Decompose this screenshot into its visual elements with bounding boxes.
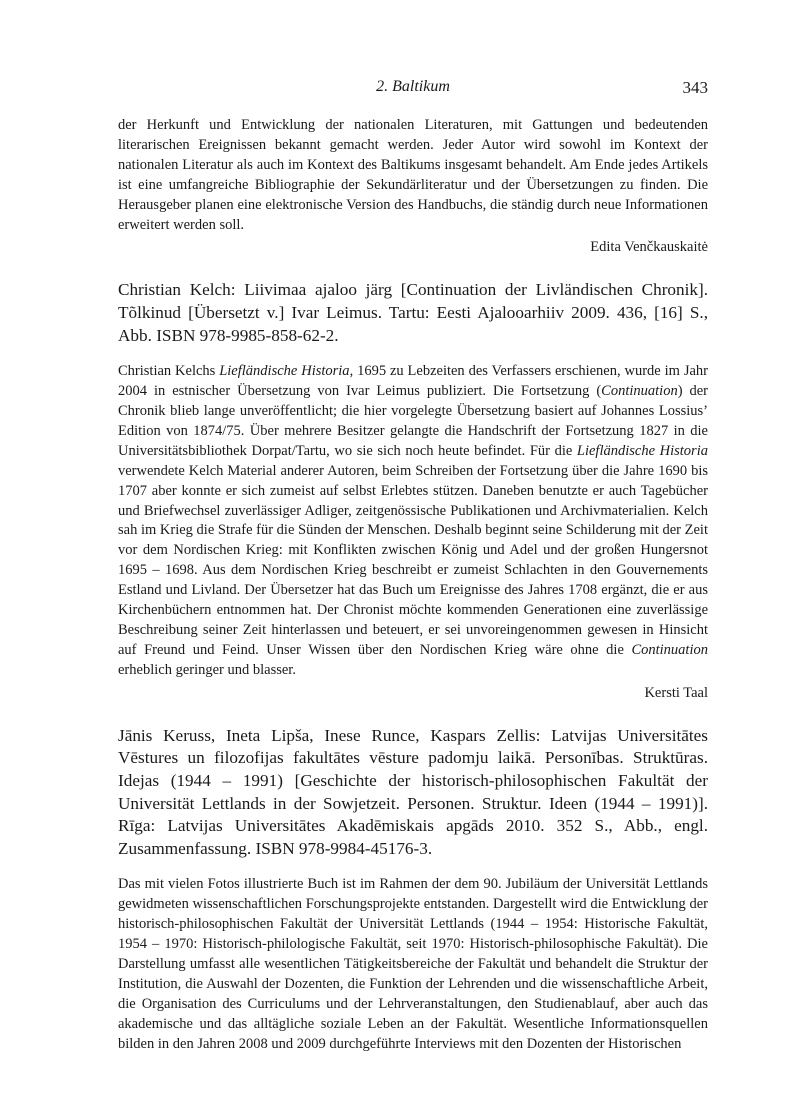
book-title-italic: Liefländische Historia: [576, 442, 708, 459]
book-title-italic: Continuation: [601, 383, 678, 400]
review-1-body-tail: der Herkunft und Entwicklung der nationalen Literaturen, mit Gattungen und bedeutenden literarischen Ereignissen bekannt gemacht werden. Jeder Autor wird sowohl im Kontext der nationalen Literatur als auch im Kontext des Baltikums insgesamt behandelt. Am Ende jedes Artikels ist eine umfangreiche Bibliographie der Sekundärliteratur und der Übersetzungen zu finden. Die Herausgeber planen eine elektronische Version des Handbuchs, die ständig durch neue Informationen erweitert werden soll.: [118, 117, 708, 233]
running-title: 2. Baltikum: [376, 78, 450, 95]
page-number: 343: [682, 78, 708, 97]
review-2-body: Christian Kelchs Liefländische Historia, 1695 zu Lebzeiten des Verfassers erschienen, wurde im Jahr 2004 in estnischer Übersetzung von Ivar Leimus publiziert. Die Fortsetzung (Continuation) der Chronik blieb lange unveröffentlicht; die hier vorgelegte Übersetzung basiert auf Johannes Lossius’ Edition von 1874/75. Über mehrere Besitzer gelangte die Handschrift der Fortsetzung 1827 in die Universitätsbibliothek Dorpat/Tartu, wo sie sich noch heute befindet. Für die Liefländische Historia verwendete Kelch Material anderer Autoren, beim Schreiben der Fortsetzung über die Jahre 1690 bis 1707 aber konnte er sich zumeist auf selbst Erlebtes stützen. Daneben benutzte er auch Tagebücher und Briefwechsel zuverlässiger Adliger, zeitgenössische Publikationen und Archivmaterialien. Kelch sah im Krieg die Strafe für die Sünden der Menschen. Deshalb beginnt seine Schilderung mit der Zeit vor dem Nordischen Krieg: mit Konflikten zwischen König und Adel und der großen Hungersnot 1695 – 1698. Aus dem Nordischen Krieg beschreibt er zumeist Schlachten in den Gouvernements Estland und Livland. Der Übersetzer hat das Buch um Ereignisse des Jahres 1708 ergänzt, die er aus Kirchenbüchern entnommen hat. Der Chronist möchte kommenden Generationen eine zuverlässige Beschreibung seiner Zeit hinterlassen und beteuert, er sei unvoreingenommen gewesen in Hinsicht auf Freund und Feind. Unser Wissen über den Nordischen Krieg wäre ohne die Continuation erheblich geringer und blasser.: [118, 363, 709, 678]
book-title-italic: Continuation: [631, 641, 708, 658]
page-content: [118, 116, 708, 1054]
review-2-reviewer: Kersti Taal: [644, 684, 708, 701]
book-title-italic: Liefländische Historia: [219, 363, 350, 380]
page-header: [118, 78, 708, 102]
review-3-body: Das mit vielen Fotos illustrierte Buch ist im Rahmen der dem 90. Jubiläum der Universität Lettlands gewidmeten wissenschaftlichen Forschungsprojekte entstanden. Dargestellt wird die Entwicklung der historisch-philosophischen Fakultät der Universität Lettlands (1944 – 1954: Historische Fakultät, 1954 – 1970: Historisch-philologische Fakultät, seit 1970: Historisch-philosophische Fakultät). Die Darstellung umfasst alle wesentlichen Tätigkeitsbereiche der Fakultät und behandelt die Struktur der Institution, die Auswahl der Dozenten, die Funktion der Lehrenden und die wissenschaftliche Arbeit, die Organisation des Curriculums und der Lehrveranstaltungen, den Studienablauf, aber auch das akademische und das alltägliche soziale Leben an der Fakultät. Wesentliche Informationsquellen bilden in den Jahren 2008 und 2009 durchgeführte Interviews mit den Dozenten der Historischen: [118, 876, 708, 1052]
review-3-title: Jānis Keruss, Ineta Lipša, Inese Runce, Kaspars Zellis: Latvijas Universitātes Vēstures un filozofijas fakultātes vēsture padomju laikā. Personības. Struktūras. Idejas (1944 – 1991) [Geschichte der historisch-philosophischen Fakultät der Universität Lettlands in der Sowjetzeit. Personen. Struktur. Ideen (1944 – 1991)]. Rīga: Latvijas Universitātes Akadēmiskais apgāds 2010. 352 S., Abb., engl. Zusammenfassung. ISBN 978-9984-45176-3.: [118, 725, 708, 858]
review-1-reviewer: Edita Venčkauskaitė: [590, 239, 708, 256]
review-2-title: Christian Kelch: Liivimaa ajaloo järg [Continuation der Livländischen Chronik]. Tõlkinud [Übersetzt v.] Ivar Leimus. Tartu: Eesti Ajalooarhiiv 2009. 436, [16] S., Abb. ISBN 978-9985-858-62-2.: [118, 280, 708, 345]
